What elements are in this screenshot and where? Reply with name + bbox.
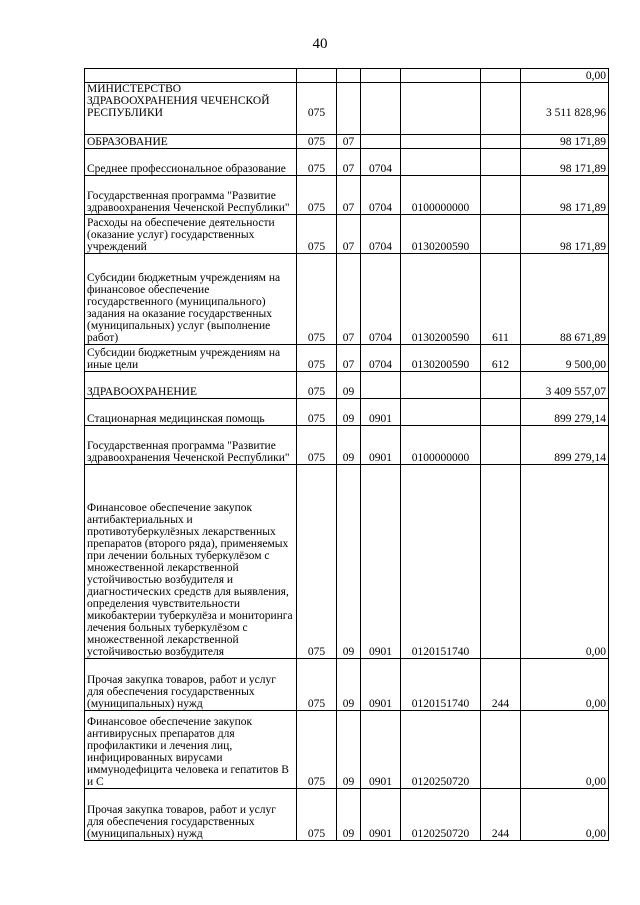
row-pr: 0901 — [361, 711, 401, 789]
row-sum: 88 671,89 — [521, 254, 609, 345]
table-row — [85, 659, 609, 711]
row-rz — [337, 69, 361, 83]
row-rz: 07 — [337, 149, 361, 176]
row-ved: 075 — [297, 83, 337, 135]
row-rz: 09 — [337, 789, 361, 841]
row-pr: 0704 — [361, 345, 401, 372]
row-csr: 0130200590 — [401, 254, 481, 345]
row-rz: 07 — [337, 254, 361, 345]
row-rz: 07 — [337, 176, 361, 215]
row-ved: 075 — [297, 149, 337, 176]
row-vr — [481, 399, 521, 426]
row-vr — [481, 135, 521, 149]
row-rz: 09 — [337, 711, 361, 789]
row-rz: 09 — [337, 426, 361, 465]
row-ved: 075 — [297, 345, 337, 372]
row-pr: 0704 — [361, 149, 401, 176]
row-pr: 0901 — [361, 399, 401, 426]
row-ved: 075 — [297, 254, 337, 345]
row-rz — [337, 83, 361, 135]
row-name: Финансовое обеспечение закупок антивирусных препаратов для профилактики и лечения лиц, инфицированных вирусами иммунодефицита человека и гепатитов В и С — [85, 711, 297, 789]
row-ved: 075 — [297, 659, 337, 711]
row-name: ОБРАЗОВАНИЕ — [85, 135, 297, 149]
table-row — [85, 69, 609, 83]
row-pr: 0901 — [361, 659, 401, 711]
row-sum: 899 279,14 — [521, 399, 609, 426]
row-csr — [401, 69, 481, 83]
row-vr — [481, 215, 521, 254]
row-vr — [481, 83, 521, 135]
row-sum: 0,00 — [521, 711, 609, 789]
row-name: Финансовое обеспечение закупок антибактериальных и противотуберкулёзных лекарственных препаратов (второго ряда), применяемых при лечении больных туберкулёзом с множественной лекарственной устойчивостью возбудителя и диагностических средств для выявления, определения чувствительности микобактерии туберкулёза и мониторинга лечения больных туберкулёзом с множественной лекарственной устойчивостью возбудителя — [85, 465, 297, 659]
row-name — [85, 69, 297, 83]
row-ved: 075 — [297, 135, 337, 149]
row-ved: 075 — [297, 372, 337, 399]
row-name: Государственная программа "Развитие здравоохранения Чеченской Республики" — [85, 426, 297, 465]
row-sum: 0,00 — [521, 659, 609, 711]
row-pr: 0901 — [361, 465, 401, 659]
row-vr: 611 — [481, 254, 521, 345]
row-rz: 09 — [337, 659, 361, 711]
row-vr: 244 — [481, 659, 521, 711]
row-rz: 07 — [337, 345, 361, 372]
row-name: Государственная программа "Развитие здравоохранения Чеченской Республики" — [85, 176, 297, 215]
row-csr: 0120151740 — [401, 465, 481, 659]
row-csr: 0130200590 — [401, 215, 481, 254]
row-pr — [361, 69, 401, 83]
row-pr — [361, 83, 401, 135]
table-row — [85, 149, 609, 176]
row-name: ЗДРАВООХРАНЕНИЕ — [85, 372, 297, 399]
row-pr — [361, 135, 401, 149]
row-vr: 244 — [481, 789, 521, 841]
row-vr: 612 — [481, 345, 521, 372]
row-csr: 0120250720 — [401, 789, 481, 841]
row-rz: 09 — [337, 372, 361, 399]
table-row — [85, 254, 609, 345]
row-sum: 0,00 — [521, 465, 609, 659]
table-row — [85, 176, 609, 215]
table-row — [85, 711, 609, 789]
row-ved: 075 — [297, 399, 337, 426]
row-pr: 0901 — [361, 789, 401, 841]
row-pr: 0901 — [361, 426, 401, 465]
row-sum: 98 171,89 — [521, 149, 609, 176]
row-ved: 075 — [297, 176, 337, 215]
row-ved — [297, 69, 337, 83]
row-ved: 075 — [297, 426, 337, 465]
row-csr — [401, 83, 481, 135]
row-name: Субсидии бюджетным учреждениям на иные цели — [85, 345, 297, 372]
table-row — [85, 465, 609, 659]
row-rz: 09 — [337, 399, 361, 426]
row-pr: 0704 — [361, 254, 401, 345]
row-vr — [481, 149, 521, 176]
row-pr: 0704 — [361, 215, 401, 254]
row-name: Стационарная медицинская помощь — [85, 399, 297, 426]
row-csr — [401, 399, 481, 426]
row-sum: 98 171,89 — [521, 215, 609, 254]
row-vr — [481, 711, 521, 789]
row-vr — [481, 426, 521, 465]
budget-table — [84, 68, 609, 841]
table-row — [85, 135, 609, 149]
row-sum: 899 279,14 — [521, 426, 609, 465]
row-csr: 0130200590 — [401, 345, 481, 372]
table-row — [85, 399, 609, 426]
row-pr: 0704 — [361, 176, 401, 215]
row-ved: 075 — [297, 465, 337, 659]
row-vr — [481, 69, 521, 83]
row-rz: 07 — [337, 215, 361, 254]
row-ved: 075 — [297, 711, 337, 789]
row-name: Прочая закупка товаров, работ и услуг для обеспечения государственных (муниципальных) нужд — [85, 789, 297, 841]
table-row — [85, 789, 609, 841]
row-sum: 9 500,00 — [521, 345, 609, 372]
row-rz: 07 — [337, 135, 361, 149]
row-sum: 98 171,89 — [521, 176, 609, 215]
row-rz: 09 — [337, 465, 361, 659]
row-pr — [361, 372, 401, 399]
row-name: МИНИСТЕРСТВО ЗДРАВООХРАНЕНИЯ ЧЕЧЕНСКОЙ РЕСПУБЛИКИ — [85, 83, 297, 135]
row-csr — [401, 372, 481, 399]
row-name: Расходы на обеспечение деятельности (оказание услуг) государственных учреждений — [85, 215, 297, 254]
table-row — [85, 215, 609, 254]
row-csr — [401, 149, 481, 176]
row-sum: 3 511 828,96 — [521, 83, 609, 135]
table-row — [85, 345, 609, 372]
row-csr: 0100000000 — [401, 176, 481, 215]
row-sum: 3 409 557,07 — [521, 372, 609, 399]
row-csr — [401, 135, 481, 149]
table-row — [85, 83, 609, 135]
row-name: Прочая закупка товаров, работ и услуг для обеспечения государственных (муниципальных) нужд — [85, 659, 297, 711]
table-row — [85, 426, 609, 465]
row-ved: 075 — [297, 789, 337, 841]
row-name: Среднее профессиональное образование — [85, 149, 297, 176]
row-sum: 0,00 — [521, 789, 609, 841]
row-name: Субсидии бюджетным учреждениям на финансовое обеспечение государственного (муниципального) задания на оказание государственных (муниципальных) услуг (выполнение работ) — [85, 254, 297, 345]
table-row — [85, 372, 609, 399]
row-vr — [481, 372, 521, 399]
row-csr: 0100000000 — [401, 426, 481, 465]
row-csr: 0120151740 — [401, 659, 481, 711]
page-number: 40 — [312, 36, 328, 52]
row-csr: 0120250720 — [401, 711, 481, 789]
row-ved: 075 — [297, 215, 337, 254]
row-sum: 98 171,89 — [521, 135, 609, 149]
row-vr — [481, 465, 521, 659]
row-sum: 0,00 — [521, 69, 609, 83]
row-vr — [481, 176, 521, 215]
